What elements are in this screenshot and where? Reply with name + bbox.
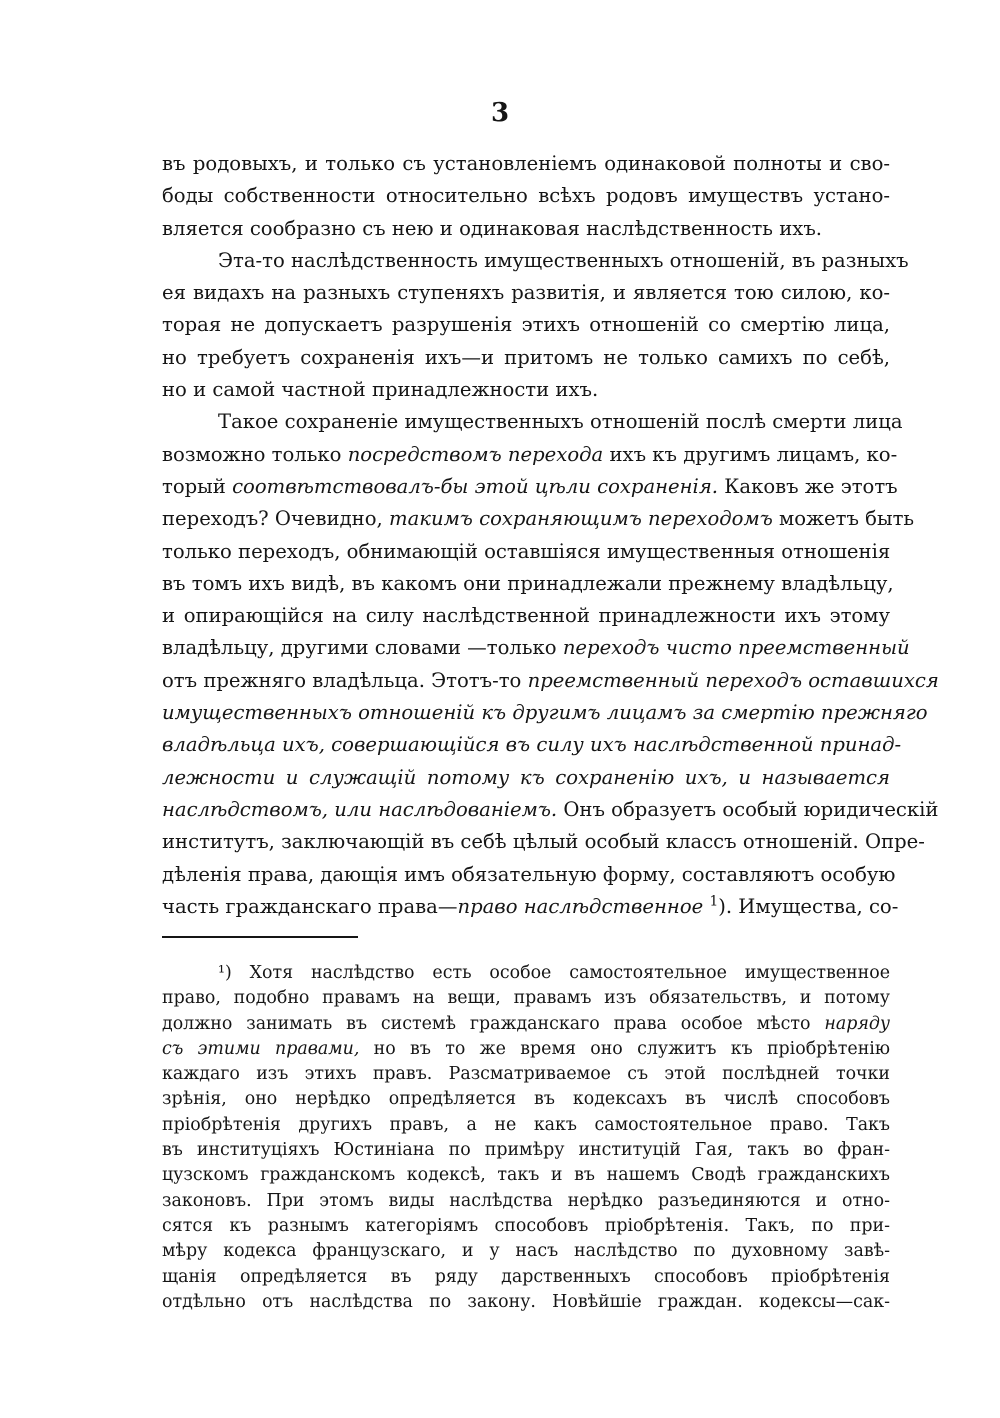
italic-text-run: соотвѣтствовалъ-бы этой цѣли сохраненія.: [232, 474, 719, 498]
footnote-line: отдѣльно отъ наслѣдства по закону. Новѣйшіе граждан. кодексы—сак-: [162, 1291, 890, 1312]
text-run: но въ то же время оно служитъ къ пріобрѣтенію: [359, 1038, 890, 1059]
footnote-line: зрѣнія, оно нерѣдко опредѣляется въ кодексахъ въ числѣ способовъ: [162, 1089, 890, 1110]
paragraph-start-line: Такое сохраненіе имущественныхъ отношеній послѣ смерти лица: [218, 410, 903, 434]
footnote-line: мѣру кодекса французскаго, и у насъ наслѣдство по духовному завѣ-: [162, 1241, 890, 1262]
italic-text-line: имущественныхъ отношеній къ другимъ лицамъ за смертію прежняго: [162, 701, 928, 725]
text-run: ). Имущества, со-: [718, 894, 899, 918]
footnote-line: пріобрѣтенія другихъ правъ, а не какъ самостоятельное право. Такъ: [162, 1114, 890, 1135]
text-run: отъ прежняго владѣльца. Этотъ-то: [162, 668, 528, 692]
italic-text-line: владѣльца ихъ, совершающійся въ силу ихъ наслѣдственной принад-: [162, 733, 902, 757]
text-line: ея видахъ на разныхъ ступеняхъ развитія, и является тою силою, ко-: [162, 281, 890, 305]
italic-text-run: наряду: [824, 1013, 890, 1034]
text-line: и опирающійся на силу наслѣдственной принадлежности ихъ этому: [162, 604, 890, 628]
text-run: переходъ? Очевидно,: [162, 507, 389, 531]
text-run: возможно только: [162, 442, 348, 466]
paragraph-start-line: Эта-то наслѣдственность имущественныхъ отношеній, въ разныхъ: [218, 248, 909, 272]
text-line: боды собственности относительно всѣхъ родовъ имуществъ устано-: [162, 184, 890, 208]
italic-text-run: наслѣдствомъ, или наслѣдованіемъ.: [162, 797, 558, 821]
text-run: ихъ къ другимъ лицамъ, ко-: [603, 442, 898, 466]
footnote-line: сятся къ разнымъ категоріямъ способовъ пріобрѣтенія. Такъ, по при-: [162, 1215, 890, 1236]
footnote-marker: 1: [709, 893, 719, 910]
text-line: только переходъ, обнимающій оставшіяся имущественныя отношенія: [162, 539, 891, 563]
text-line: въ томъ ихъ видѣ, въ какомъ они принадлежали прежнему владѣльцу,: [162, 571, 894, 595]
footnote: [162, 961, 890, 1315]
text-line: [162, 891, 899, 923]
footnote-line: въ институціяхъ Юстиніана по примѣру институцій Гая, такъ во фран-: [162, 1140, 890, 1161]
text-line: [162, 471, 898, 503]
text-line: институтъ, заключающій въ себѣ цѣлый особый классъ отношеній. Опре-: [162, 830, 925, 854]
italic-text-run: преемственный переходъ оставшихся: [527, 668, 939, 692]
footnote-separator: [162, 936, 358, 938]
text-line: [162, 439, 898, 471]
text-run: владѣльцу, другими словами —только: [162, 636, 563, 660]
italic-text-run: право наслѣдственное: [457, 894, 704, 918]
footnote-line: щанія опредѣляется въ ряду дарственныхъ способовъ пріобрѣтенія: [162, 1266, 890, 1287]
italic-text-run: переходъ чисто преемственный: [562, 636, 910, 660]
text-run: часть гражданскаго права—: [162, 894, 458, 918]
text-run: должно занимать въ системѣ гражданскаго права особое мѣсто: [162, 1013, 825, 1034]
footnote-line: [162, 1012, 890, 1037]
text-line: [162, 503, 915, 535]
italic-text-run: посредствомъ перехода: [347, 442, 604, 466]
text-run: Онъ образуетъ особый юридическій: [557, 797, 939, 821]
text-line: [162, 794, 939, 826]
text-run: Каковъ же этотъ: [718, 474, 898, 498]
text-line: торая не допускаетъ разрушенія этихъ отношеній со смертію лица,: [162, 313, 890, 337]
text-line: дѣленія права, дающія имъ обязательную форму, составляютъ особую: [162, 862, 896, 886]
text-line: въ родовыхъ, и только съ установленіемъ одинаковой полноты и сво-: [162, 152, 890, 175]
footnote-line: право, подобно правамъ на вещи, правамъ изъ обязательствъ, и потому: [162, 988, 890, 1009]
footnote-line: цузскомъ гражданскомъ кодексѣ, такъ и въ нашемъ Сводѣ гражданскихъ: [162, 1165, 890, 1186]
text-run: торый: [162, 474, 233, 498]
footnote-line: каждаго изъ этихъ правъ. Разсматриваемое съ этой послѣдней точки: [162, 1064, 890, 1085]
italic-text-run: такимъ сохраняющимъ переходомъ: [388, 507, 773, 531]
text-line: но и самой частной принадлежности ихъ.: [162, 378, 599, 402]
text-line: но требуетъ сохраненія ихъ—и притомъ не только самихъ по себѣ,: [162, 345, 890, 369]
footnote-line: [162, 1037, 890, 1062]
main-text: [162, 148, 939, 923]
footnote-line: законовъ. При этомъ виды наслѣдства нерѣдко разъединяются и отно-: [162, 1190, 890, 1211]
text-line: [162, 665, 939, 697]
text-run: можетъ быть: [772, 507, 915, 531]
footnote-line: ¹) Хотя наслѣдство есть особое самостоятельное имущественное: [218, 963, 890, 983]
italic-text-run: съ этими правами,: [162, 1038, 360, 1059]
page-number: 3: [490, 98, 510, 128]
italic-text-line: лежности и служащій потому къ сохраненію ихъ, и называется: [162, 765, 890, 789]
text-line: вляется сообразно съ нею и одинаковая наслѣдственность ихъ.: [162, 216, 823, 240]
text-line: [162, 632, 910, 664]
